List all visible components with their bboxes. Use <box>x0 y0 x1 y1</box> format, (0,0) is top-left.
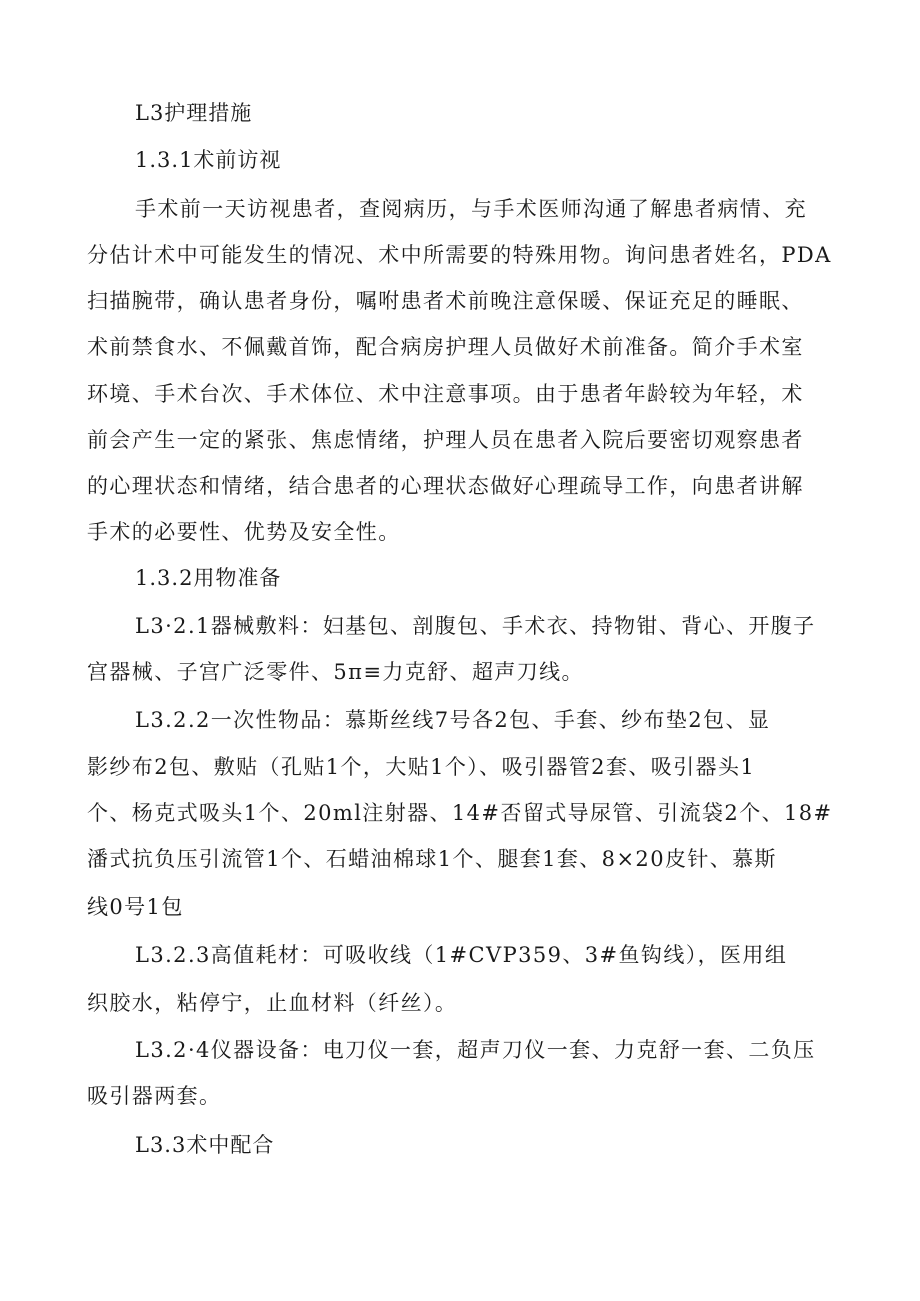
paragraph-line: 的心理状态和情绪，结合患者的心理状态做好心理疏导工作，向患者讲解 <box>87 474 804 498</box>
paragraph-line: 术前禁食水、不佩戴首饰，配合病房护理人员做好术前准备。简介手术室 <box>87 335 804 359</box>
paragraph-line: 吸引器两套。 <box>87 1084 222 1108</box>
heading-preop-visit: 1.3.1术前访视 <box>135 148 282 172</box>
paragraph-line: L3.2.3高值耗材：可吸收线（1#CVP359、3#鱼钩线），医用组 <box>135 943 788 967</box>
paragraph-line: 扫描腕带，确认患者身份，嘱咐患者术前晚注意保暖、保证充足的睡眠、 <box>87 289 804 313</box>
paragraph-line: 环境、手术台次、手术体位、术中注意事项。由于患者年龄较为年轻，术 <box>87 382 804 406</box>
paragraph-line: 手术前一天访视患者，查阅病历，与手术医师沟通了解患者病情、充 <box>135 197 807 221</box>
paragraph-line: 宫器械、子宫广泛零件、5π≡力克舒、超声刀线。 <box>87 660 584 684</box>
paragraph-line: 织胶水，粘停宁，止血材料（纤丝）。 <box>87 991 458 1015</box>
paragraph-line: 个、杨克式吸头1个、20ml注射器、14#否留式导尿管、引流袋2个、18# <box>87 801 833 825</box>
heading-intraop-cooperation: L3.3术中配合 <box>135 1133 275 1157</box>
paragraph-line: L3.2.2一次性物品：慕斯丝线7号各2包、手套、纱布垫2包、显 <box>135 708 771 732</box>
paragraph-line: 潘式抗负压引流管1个、石蜡油棉球1个、腿套1套、8×20皮针、慕斯 <box>87 847 777 871</box>
paragraph-line: 前会产生一定的紧张、焦虑情绪，护理人员在患者入院后要密切观察患者 <box>87 428 804 452</box>
paragraph-line: 线0号1包 <box>87 895 184 919</box>
paragraph-line: 影纱布2包、敷贴（孔贴1个，大贴1个）、吸引器管2套、吸引器头1 <box>87 755 756 779</box>
paragraph-line: L3.2·4仪器设备：电刀仪一套，超声刀仪一套、力克舒一套、二负压 <box>135 1038 816 1062</box>
paragraph-line: L3·2.1器械敷料：妇基包、剖腹包、手术衣、持物钳、背心、开腹子 <box>135 614 816 638</box>
paragraph-line: 手术的必要性、优势及安全性。 <box>87 520 401 544</box>
paragraph-line: 分估计术中可能发生的情况、术中所需要的特殊用物。询问患者姓名，PDA <box>87 243 832 267</box>
heading-supplies-prep: 1.3.2用物准备 <box>135 566 282 590</box>
heading-nursing-measures: L3护理措施 <box>135 101 253 125</box>
